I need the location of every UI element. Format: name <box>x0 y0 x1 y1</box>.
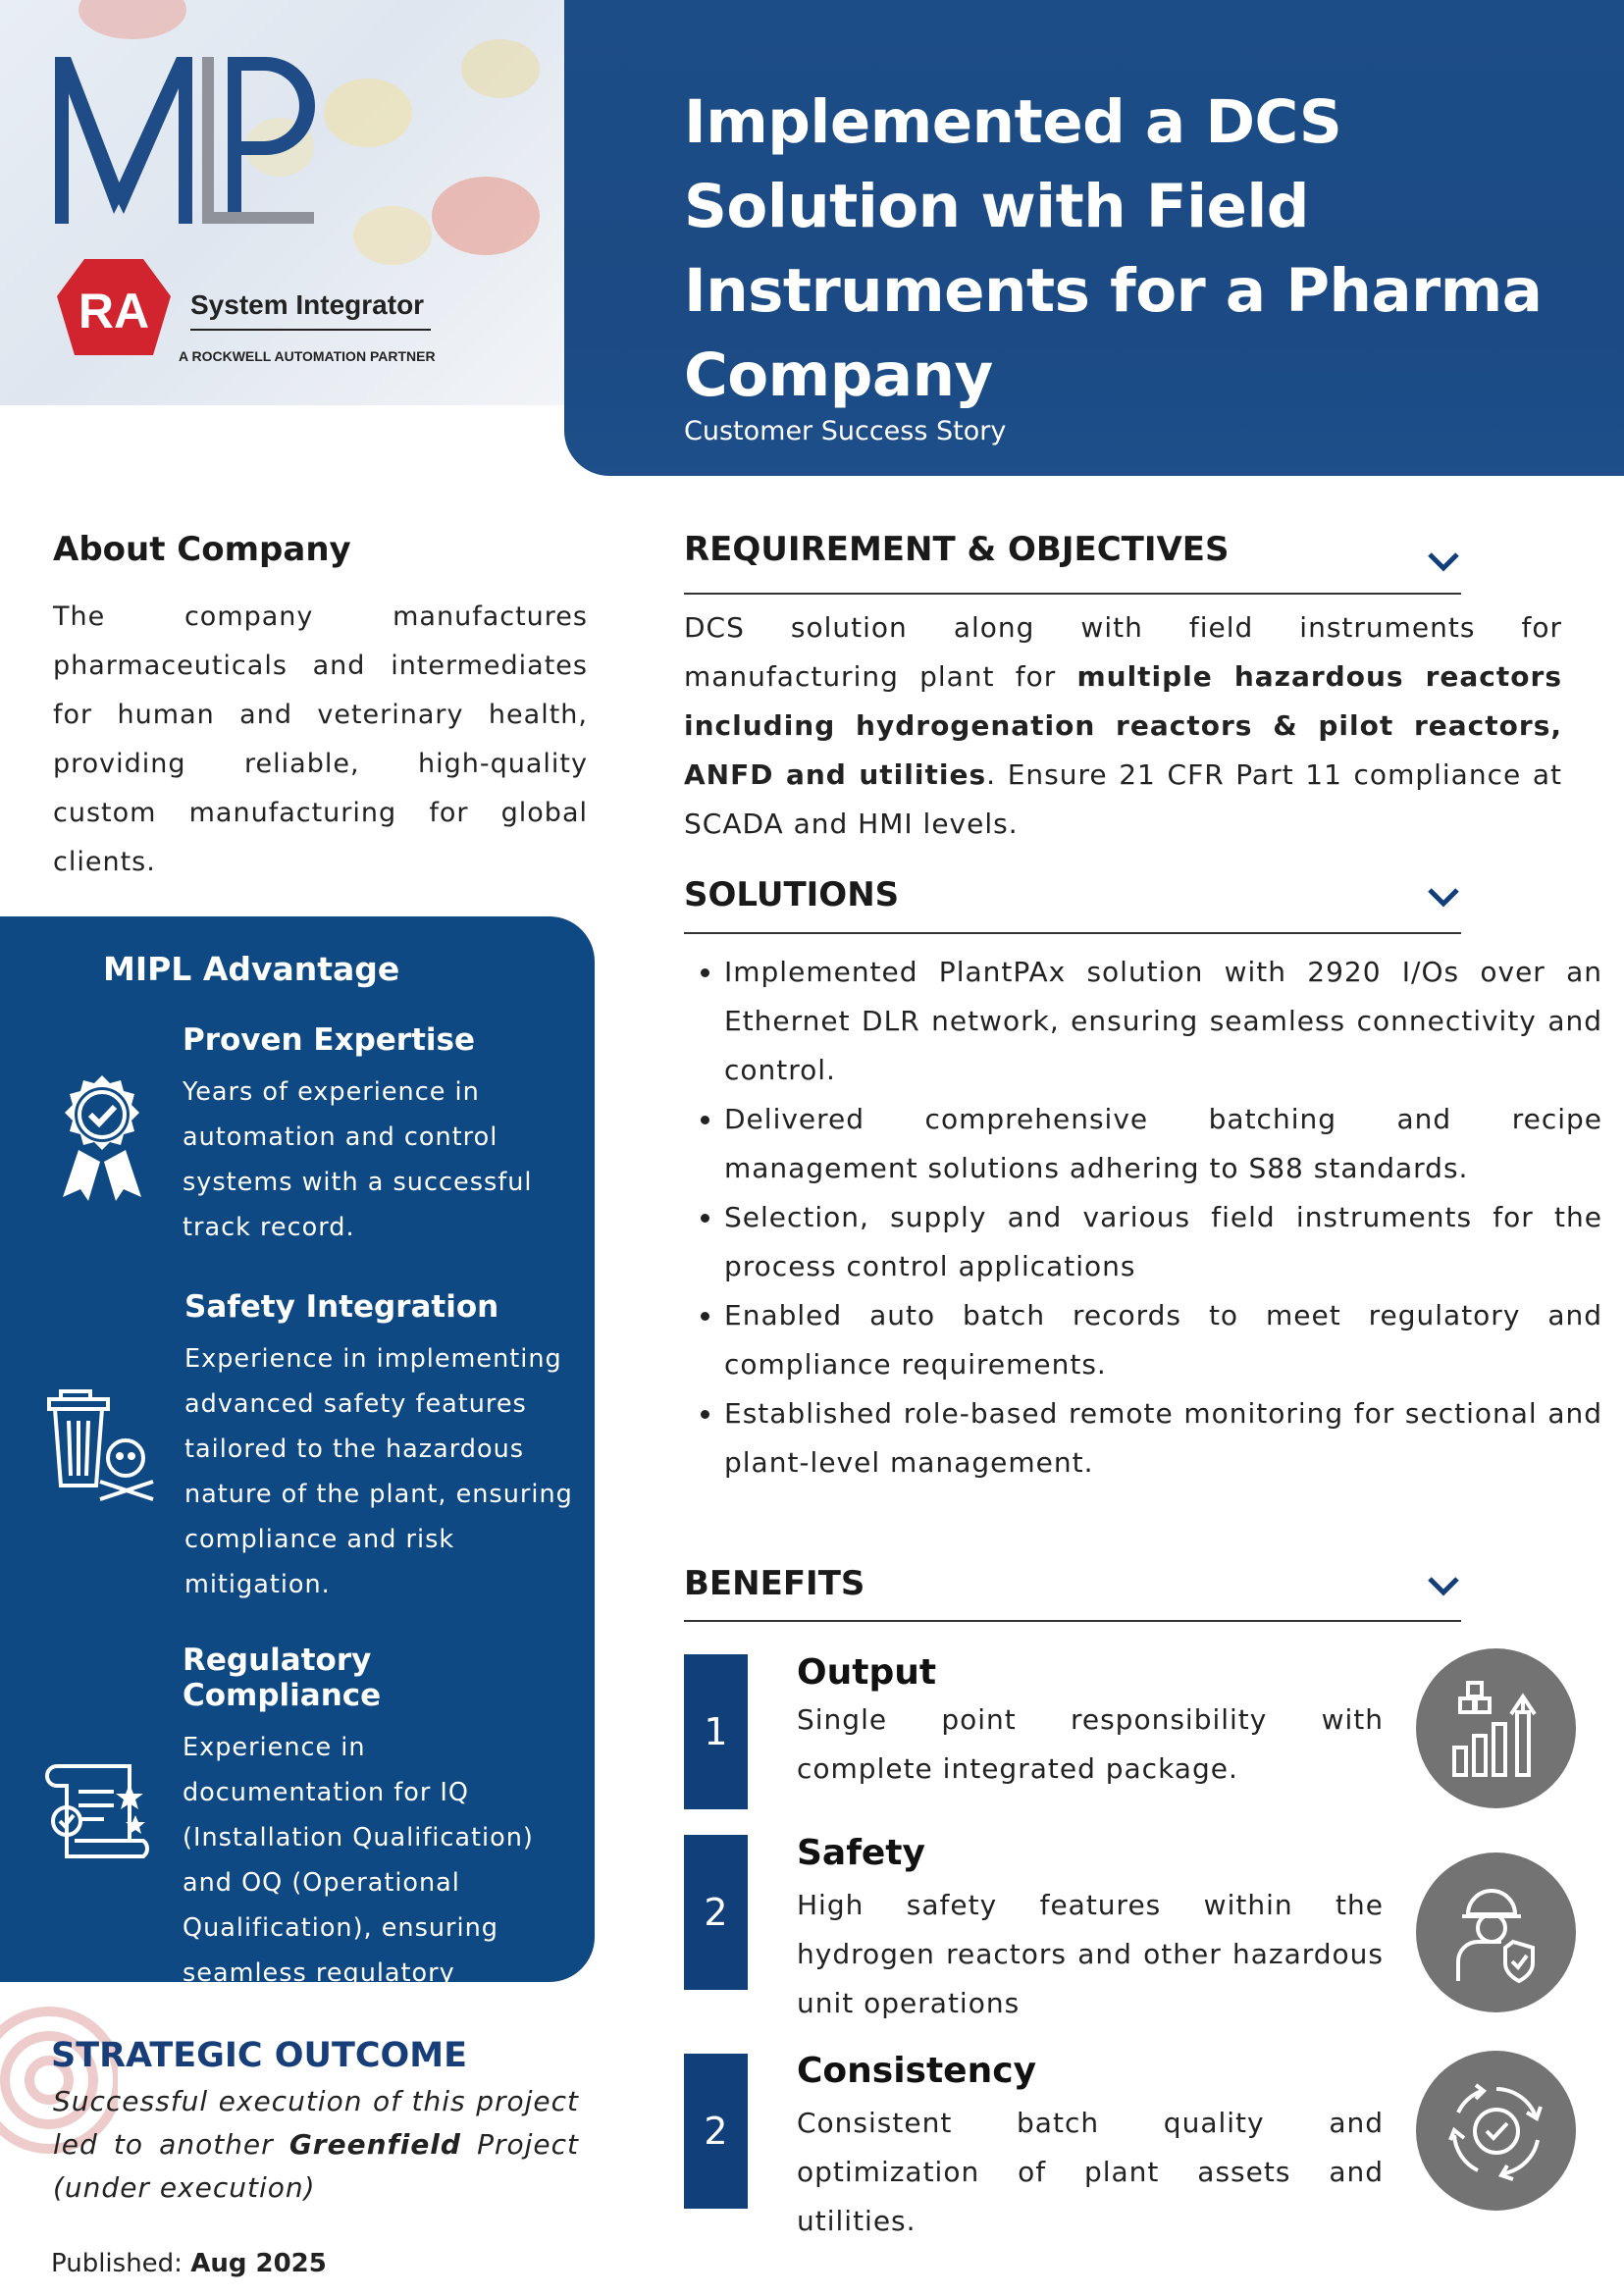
section-divider <box>684 932 1461 934</box>
benefit-icon-circle <box>1416 1852 1576 2012</box>
section-divider <box>684 593 1461 595</box>
mlp-logo <box>55 57 320 234</box>
advantage-item-text: Years of experience in automation and control systems with a successful track record. <box>183 1077 533 1242</box>
ra-badge-text: RA <box>78 284 150 339</box>
hazard-waste-icon <box>45 1387 161 1505</box>
partner-subtitle: A ROCKWELL AUTOMATION PARTNER <box>179 348 436 364</box>
published-date: Published: Aug 2025 <box>51 2249 327 2278</box>
advantage-item <box>183 1643 575 2041</box>
partner-divider <box>190 329 431 331</box>
requirement-title: REQUIREMENT & OBJECTIVES <box>684 530 1230 569</box>
list-item: • Established role-based remote monitoring for sectional and plant-level management. <box>724 1389 1602 1487</box>
advantage-item-title: Proven Expertise <box>183 1022 475 1058</box>
benefit-icon-circle <box>1416 1648 1576 1808</box>
solutions-title: SOLUTIONS <box>684 875 900 914</box>
benefits-title: BENEFITS <box>684 1564 865 1603</box>
published-date-value: Aug 2025 <box>190 2249 327 2278</box>
benefit-title: Safety <box>797 1833 925 1873</box>
solutions-list <box>684 948 1602 1487</box>
chevron-down-icon <box>1427 887 1460 909</box>
section-divider <box>684 1620 1461 1622</box>
award-ribbon-icon <box>51 1073 153 1201</box>
about-title: About Company <box>53 530 351 569</box>
partner-title: System Integrator <box>190 289 425 320</box>
list-item: • Delivered comprehensive batching and recipe management solutions adhering to S88 standards. <box>724 1095 1602 1193</box>
list-item: • Selection, supply and various field instruments for the process control applications <box>724 1193 1602 1291</box>
advantage-item-title: Regulatory Compliance <box>183 1643 382 1713</box>
strategic-outcome-highlight: Greenfield <box>288 2128 461 2161</box>
requirement-text: DCS solution along with field instruments for manufacturing plant for multiple hazardous reactors including hydrogenation reactors & pilot reactors, ANFD and utilities. Ensure 21 CFR Part 11 compliance at SCADA and HMI levels. <box>684 611 1562 840</box>
advantage-item-title: Safety Integration <box>184 1289 499 1325</box>
chevron-down-icon <box>1427 1576 1460 1597</box>
benefit-text: Consistent batch quality and optimization of plant assets and utilities. <box>797 2107 1384 2237</box>
strategic-outcome-text: Successful execution of this project led to another Greenfield Project (under execution) <box>53 2085 580 2204</box>
cycle-check-icon <box>1442 2077 1550 2185</box>
list-item: • Enabled auto batch records to meet regulatory and compliance requirements. <box>724 1291 1602 1389</box>
ra-badge-logo <box>55 257 173 365</box>
list-item: • Implemented PlantPAx solution with 2920 I/Os over an Ethernet DLR network, ensuring seamless connectivity and control. <box>724 948 1602 1095</box>
benefit-text: Single point responsibility with complete integrated package. <box>797 1703 1384 1785</box>
advantage-panel <box>0 916 595 2033</box>
chevron-down-icon <box>1427 551 1460 573</box>
benefit-number: 1 <box>684 1654 748 1809</box>
advantage-item-text: Experience in implementing advanced safety features tailored to the hazardous nature of the plant, ensuring compliance and risk mitigation. <box>184 1344 573 1599</box>
compliance-document-icon <box>45 1762 155 1870</box>
benefit-number: 2 <box>684 1835 748 1990</box>
strategic-outcome-title: STRATEGIC OUTCOME <box>51 2036 468 2075</box>
page-title: Implemented a DCS Solution with Field Instruments for a Pharma Company <box>684 87 1543 410</box>
advantage-item <box>184 1289 577 1607</box>
benefit-number: 2 <box>684 2054 748 2209</box>
benefit-icon-circle <box>1416 2051 1576 2211</box>
growth-chart-icon <box>1442 1675 1550 1783</box>
benefit-title: Output <box>797 1652 937 1693</box>
requirement-highlight: multiple hazardous reactors including hydrogenation reactors & pilot reactors, ANFD and utilities <box>684 660 1562 791</box>
page-subtitle: Customer Success Story <box>684 416 1007 446</box>
advantage-title: MIPL Advantage <box>103 950 400 988</box>
advantage-item-text: Experience in documentation for IQ (Installation Qualification) and OQ (Operational Qualification), ensuring seamless regulatory compliance. <box>183 1733 534 2033</box>
about-text: The company manufactures pharmaceuticals and intermediates for human and veterinary health, providing reliable, high-quality custom manufacturing for global clients. <box>53 601 588 877</box>
benefit-text: High safety features within the hydrogen reactors and other hazardous unit operations <box>797 1889 1384 2019</box>
safety-worker-icon <box>1442 1879 1550 1987</box>
advantage-item <box>183 1022 575 1250</box>
benefit-title: Consistency <box>797 2051 1037 2091</box>
